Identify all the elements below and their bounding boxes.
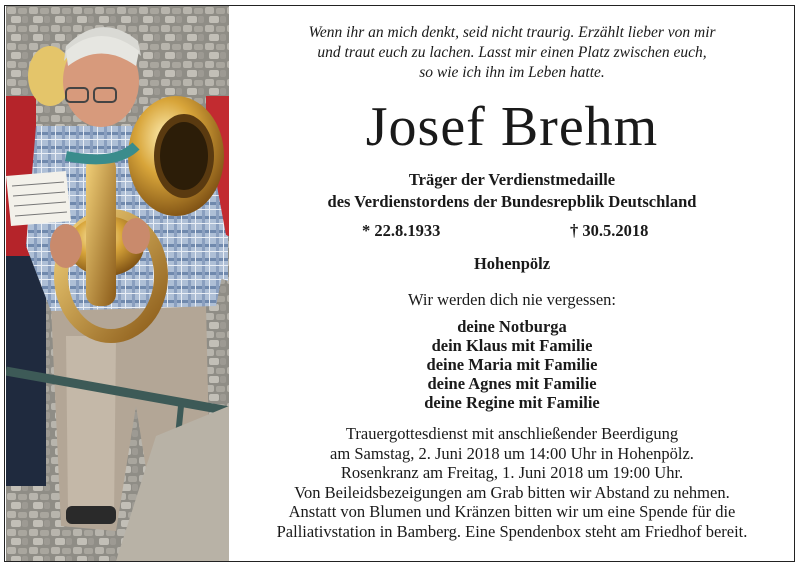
life-dates (234, 219, 790, 243)
service-notes (234, 424, 790, 541)
memorial-poem (234, 23, 790, 83)
poem-line: so wie ich ihn im Leben hatte. (419, 64, 605, 81)
death-date: † 30.5.2018 (570, 221, 649, 240)
deceased-name: Josef Brehm (365, 96, 659, 158)
notes-line: am Samstag, 2. Juni 2018 um 14:00 Uhr in Hohenpölz. (330, 443, 694, 463)
mourner: deine Agnes mit Familie (427, 374, 597, 393)
notes-line: Rosenkranz am Freitag, 1. Juni 2018 um 19:00 Uhr. (340, 463, 684, 482)
mourner: deine Regine mit Familie (424, 393, 600, 412)
obituary-text (234, 6, 790, 561)
notes-line: Von Beileidsbezeigungen am Grab bitten wir Abstand zu nehmen. (294, 482, 730, 502)
mourner: deine Maria mit Familie (426, 355, 598, 374)
never-forget-line: Wir werden dich nie vergessen: (408, 290, 616, 309)
award-line: Träger der Verdienstmedaille (408, 170, 616, 189)
mourners-list (234, 317, 790, 412)
poem-line: Wenn ihr an mich denkt, seid nicht traurig. Erzählt lieber von mir (308, 24, 716, 41)
mourner: dein Klaus mit Familie (431, 336, 593, 355)
birth-date: * 22.8.1933 (362, 221, 441, 240)
poem-line: und traut euch zu lachen. Lasst mir einen Platz zwischen euch, (317, 44, 707, 61)
mourner: deine Notburga (457, 317, 567, 336)
award-text (234, 169, 790, 213)
notes-line: Palliativstation in Bamberg. Eine Spendenbox steht am Friedhof bereit. (276, 521, 748, 541)
notes-line: Anstatt von Blumen und Kränzen bitten wir um eine Spende für die (288, 502, 736, 521)
hometown: Hohenpölz (473, 254, 551, 273)
award-line: des Verdienstordens der Bundesrepblik Deutschland (327, 192, 697, 211)
portrait-photo (6, 6, 229, 561)
notes-line: Trauergottesdienst mit anschließender Beerdigung (345, 424, 679, 443)
